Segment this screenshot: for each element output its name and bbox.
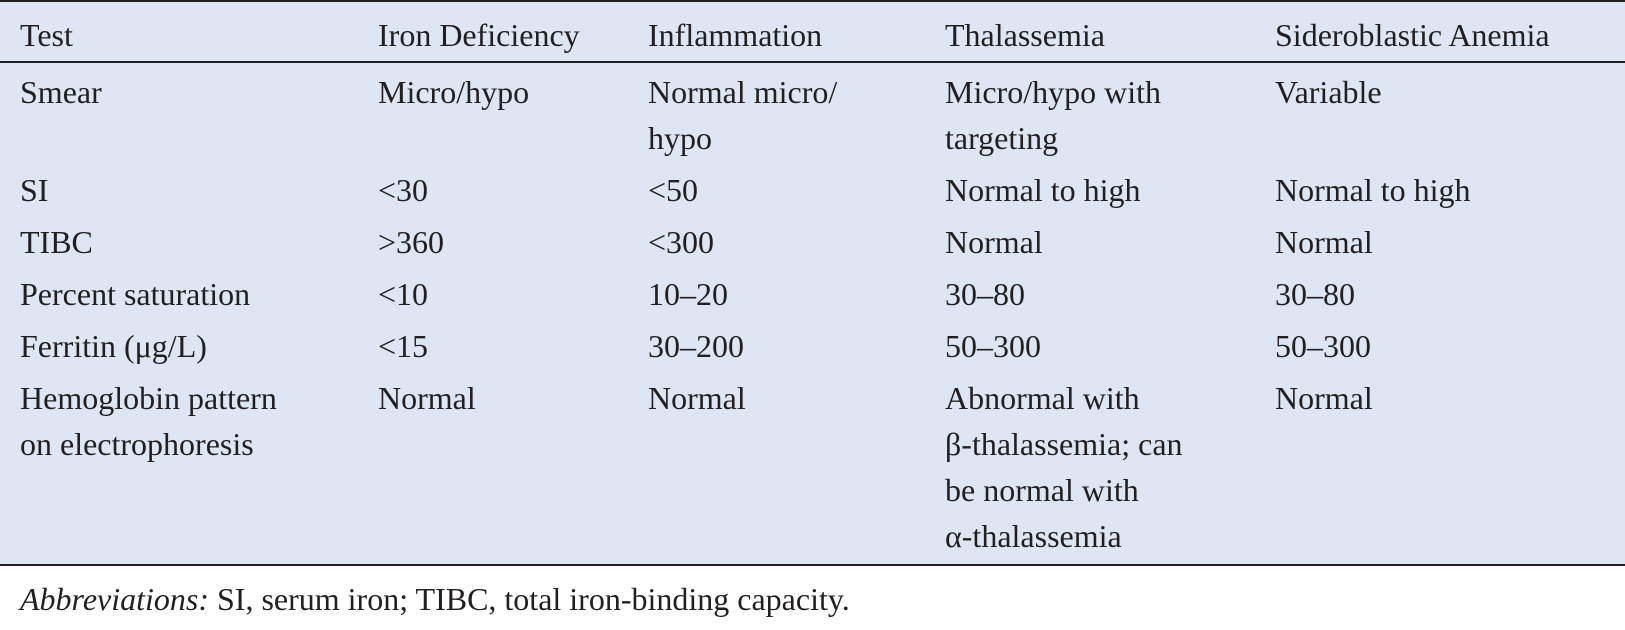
table-cell [945, 265, 1275, 317]
table-cell [378, 369, 648, 559]
row-label-cell [0, 62, 378, 161]
table-cell [378, 317, 648, 369]
table-row [0, 317, 1625, 369]
table-row [0, 213, 1625, 265]
cell-text: Micro/hypo [378, 74, 530, 110]
cell-text: Smear [20, 74, 102, 110]
table-cell [648, 62, 945, 161]
table-row [0, 369, 1625, 559]
cell-text: Micro/hypo with [945, 74, 1161, 110]
cell-text: Normal to high [945, 172, 1141, 208]
cell-text: 10–20 [648, 276, 728, 312]
cell-text: >360 [378, 224, 445, 260]
abbreviations-footnote [20, 576, 850, 622]
table-cell [945, 213, 1275, 265]
table-cell [378, 62, 648, 161]
cell-text: <10 [378, 276, 429, 312]
table-row [0, 161, 1625, 213]
cell-text: Ferritin (μg/L) [20, 328, 207, 364]
table-cell [648, 265, 945, 317]
header-row [0, 2, 1625, 62]
cell-text: <15 [378, 328, 429, 364]
header-test: Test [0, 2, 378, 62]
comparison-table [0, 2, 1625, 559]
table-row [0, 265, 1625, 317]
table-cell [648, 161, 945, 213]
cell-text: 50–300 [1275, 328, 1371, 364]
cell-text: <50 [648, 172, 699, 208]
table-cell [1275, 213, 1625, 265]
cell-text: SI [20, 172, 49, 208]
cell-text: Normal [945, 224, 1043, 260]
table-cell [1275, 265, 1625, 317]
table-cell [945, 62, 1275, 161]
header-sideroblastic-anemia: Sideroblastic Anemia [1275, 2, 1625, 62]
cell-text: α-thalassemia [945, 518, 1122, 554]
table-cell [378, 265, 648, 317]
row-label-cell [0, 317, 378, 369]
cell-text: Abnormal with [945, 380, 1140, 416]
footnote-label: Abbreviations: [20, 581, 209, 617]
table-cell [648, 369, 945, 559]
table-cell [648, 317, 945, 369]
table-row [0, 62, 1625, 161]
header-thalassemia: Thalassemia [945, 2, 1275, 62]
cell-text: 30–200 [648, 328, 744, 364]
cell-text: Normal micro/ [648, 74, 838, 110]
cell-text: Hemoglobin pattern [20, 380, 277, 416]
cell-text: on electrophoresis [20, 426, 254, 462]
cell-text: Normal [378, 380, 476, 416]
cell-text: <30 [378, 172, 429, 208]
table-cell [378, 213, 648, 265]
table-cell [945, 317, 1275, 369]
table-cell [945, 369, 1275, 559]
header-iron-deficiency: Iron Deficiency [378, 2, 648, 62]
table-cell [1275, 369, 1625, 559]
table-cell [1275, 161, 1625, 213]
row-label-cell [0, 265, 378, 317]
row-label-cell [0, 213, 378, 265]
cell-text: <300 [648, 224, 715, 260]
cell-text: TIBC [20, 224, 93, 260]
row-label-cell [0, 369, 378, 559]
cell-text: Normal to high [1275, 172, 1471, 208]
row-label-cell [0, 161, 378, 213]
table-cell [945, 161, 1275, 213]
cell-text: Variable [1275, 74, 1382, 110]
header-inflammation: Inflammation [648, 2, 945, 62]
table-cell [378, 161, 648, 213]
cell-text: 30–80 [1275, 276, 1355, 312]
table-cell [1275, 317, 1625, 369]
table-body [0, 62, 1625, 559]
footnote-text: SI, serum iron; TIBC, total iron-binding capacity. [209, 581, 850, 617]
table-cell [648, 213, 945, 265]
cell-text: Percent saturation [20, 276, 251, 312]
cell-text: β-thalassemia; can [945, 426, 1183, 462]
cell-text: 50–300 [945, 328, 1041, 364]
cell-text: 30–80 [945, 276, 1025, 312]
cell-text: Normal [1275, 380, 1373, 416]
cell-text: targeting [945, 120, 1059, 156]
cell-text: hypo [648, 120, 712, 156]
cell-text: Normal [648, 380, 746, 416]
cell-text: be normal with [945, 472, 1139, 508]
cell-text: Normal [1275, 224, 1373, 260]
table-cell [1275, 62, 1625, 161]
